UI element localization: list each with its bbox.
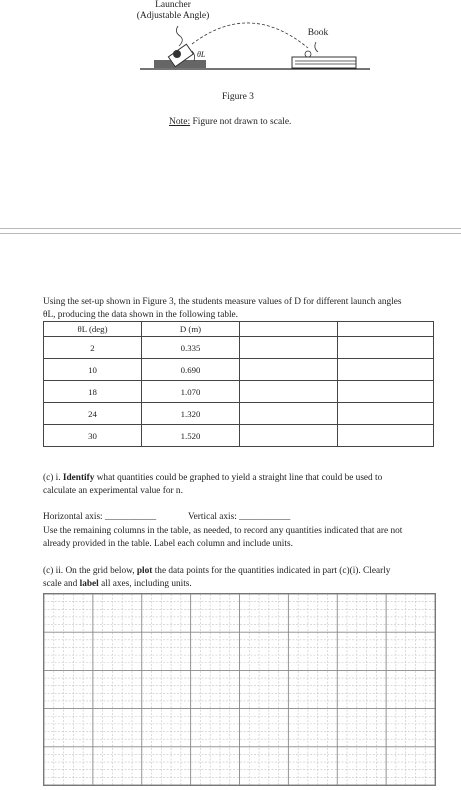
part-c1-line2: calculate an experimental value for n. (43, 485, 183, 496)
cell-blank[interactable] (338, 337, 434, 359)
cell-distance: 1.320 (142, 403, 240, 425)
launcher-label-line2: (Adjustable Angle) (136, 11, 210, 21)
book (292, 57, 356, 68)
table-row (44, 425, 434, 447)
part-c2-mid: the data points for the quantities indicated in part (c)(i). Clearly (152, 566, 391, 576)
part-c2-question (43, 565, 448, 590)
table-row (44, 359, 434, 381)
vertical-axis-answer[interactable]: Vertical axis: ___________ (188, 512, 291, 522)
cell-blank[interactable] (338, 359, 434, 381)
table-header-row (44, 322, 434, 337)
cell-angle: 10 (44, 359, 142, 381)
angle-symbol: θL (197, 50, 206, 59)
cell-blank[interactable] (240, 337, 338, 359)
intro-paragraph (43, 296, 443, 321)
cell-angle: 24 (44, 403, 142, 425)
header-distance: D (m) (142, 322, 240, 337)
part-c1-question (43, 472, 448, 497)
header-blank-col3[interactable] (240, 322, 338, 337)
table-row (44, 403, 434, 425)
graph-grid-lines (44, 594, 435, 785)
part-c2-line2-a: scale and (43, 578, 80, 589)
instructions-line2: already provided in the table. Label each column and include units. (43, 538, 293, 549)
cell-blank[interactable] (338, 403, 434, 425)
part-c1-prefix: (c) i. (43, 473, 63, 483)
figure-note (169, 117, 291, 127)
intro-line1: Using the set-up shown in Figure 3, the students measure values of D for different launch angles (43, 297, 402, 307)
table-row (44, 337, 434, 359)
note-prefix: Note: (169, 117, 191, 127)
cell-distance: 1.070 (142, 381, 240, 403)
cell-blank[interactable] (240, 381, 338, 403)
intro-line2: θL, producing the data shown in the following table. (43, 309, 238, 320)
book-pointer-line (315, 42, 318, 52)
launcher-pivot (173, 50, 181, 58)
part-c2-prefix: (c) ii. On the grid below, (43, 566, 137, 576)
part-c2-line2-b: all axes, including units. (98, 578, 192, 589)
header-angle: θL (deg) (44, 322, 142, 337)
table-row (44, 381, 434, 403)
launcher-label-line1: Launcher (155, 0, 191, 10)
cell-blank[interactable] (338, 425, 434, 447)
part-c2-bold-label: label (79, 578, 99, 589)
horizontal-axis-answer[interactable]: Horizontal axis: ___________ (43, 512, 157, 522)
figure-caption: Figure 3 (222, 92, 254, 102)
part-c1-line1 (43, 472, 448, 485)
cell-blank[interactable] (338, 381, 434, 403)
trajectory-arc (192, 23, 308, 48)
cell-blank[interactable] (240, 403, 338, 425)
data-table (43, 321, 434, 447)
cell-distance: 1.520 (142, 425, 240, 447)
launcher-pointer-line (176, 26, 182, 46)
projectile-ball (305, 51, 311, 57)
part-c1-bold: Identify (62, 473, 95, 483)
note-text: Figure not drawn to scale. (190, 117, 292, 127)
cell-distance: 0.690 (142, 359, 240, 381)
header-blank-col4[interactable] (338, 322, 434, 337)
cell-angle: 18 (44, 381, 142, 403)
figure-3-diagram (140, 14, 370, 76)
cell-blank[interactable] (240, 359, 338, 381)
part-c2-bold-plot: plot (136, 566, 153, 576)
book-label: Book (307, 28, 329, 38)
cell-distance: 0.335 (142, 337, 240, 359)
page-divider-top (0, 228, 461, 229)
cell-blank[interactable] (240, 425, 338, 447)
part-c1-line1-rest: what quantities could be graphed to yield a straight line that could be used to (94, 473, 383, 483)
cell-angle: 2 (44, 337, 142, 359)
part-c1-instructions (43, 525, 448, 550)
instructions-line1: Use the remaining columns in the table, as needed, to record any quantities indicated that are not (43, 526, 403, 536)
part-c2-line1 (43, 565, 448, 578)
page-divider-bottom (0, 233, 461, 234)
part-c2-line2 (43, 578, 448, 591)
cell-angle: 30 (44, 425, 142, 447)
graph-grid[interactable] (43, 593, 436, 786)
